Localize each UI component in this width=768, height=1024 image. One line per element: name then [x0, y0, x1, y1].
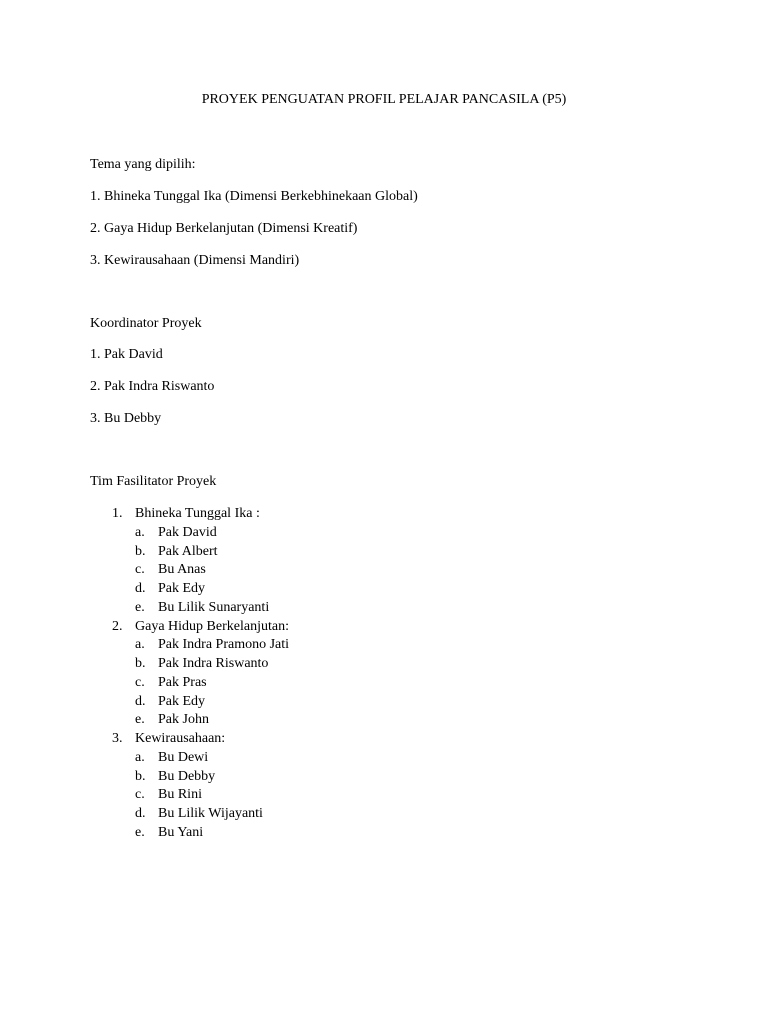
list-letter: d.	[135, 693, 146, 709]
member-name: Bu Lilik Wijayanti	[158, 806, 263, 821]
member-name: Bu Debby	[158, 768, 216, 784]
list-letter: a.	[135, 524, 145, 540]
list-letter: c.	[135, 787, 145, 803]
group-label: Bhineka Tunggal Ika :	[135, 506, 260, 521]
list-number: 2.	[112, 618, 123, 634]
fasilitator-heading: Tim Fasilitator Proyek	[90, 474, 217, 489]
list-item	[112, 786, 712, 805]
list-item	[112, 655, 712, 674]
member-name: Pak David	[158, 524, 217, 540]
document-title: PROYEK PENGUATAN PROFIL PELAJAR PANCASILA (P5)	[201, 92, 567, 107]
member-name: Bu Lilik Sunaryanti	[158, 599, 270, 615]
fasilitator-group	[112, 618, 712, 731]
koordinator-item-1: 1. Pak David	[90, 347, 163, 362]
list-letter: c.	[135, 674, 145, 690]
group-label: Kewirausahaan:	[135, 731, 226, 746]
list-item	[112, 561, 712, 580]
list-item	[112, 599, 712, 618]
fasilitator-group	[112, 730, 712, 843]
list-letter: a.	[135, 637, 145, 653]
list-number: 3.	[112, 731, 123, 746]
koordinator-item-2: 2. Pak Indra Riswanto	[90, 379, 215, 394]
list-item	[112, 543, 712, 562]
list-letter: a.	[135, 749, 145, 765]
group-label: Gaya Hidup Berkelanjutan:	[135, 618, 289, 634]
koordinator-heading: Koordinator Proyek	[90, 316, 202, 331]
list-item	[112, 805, 712, 824]
member-name: Pak Pras	[158, 674, 207, 690]
list-item	[112, 674, 712, 693]
list-letter: b.	[135, 656, 146, 671]
list-item	[112, 524, 712, 543]
fasilitator-group	[112, 505, 712, 618]
tema-item-3: 3. Kewirausahaan (Dimensi Mandiri)	[90, 253, 300, 268]
list-letter: c.	[135, 562, 145, 578]
member-name: Pak Albert	[158, 543, 218, 559]
list-item	[112, 693, 712, 712]
fasilitator-group-heading	[112, 505, 712, 524]
member-name: Bu Yani	[158, 824, 204, 840]
member-name: Pak Edy	[158, 693, 206, 709]
tema-item-1: 1. Bhineka Tunggal Ika (Dimensi Berkebhinekaan Global)	[90, 189, 418, 204]
list-item	[112, 824, 712, 843]
fasilitator-group-heading	[112, 730, 712, 749]
list-item	[112, 768, 712, 787]
member-name: Bu Anas	[158, 562, 206, 578]
member-name: Pak John	[158, 712, 209, 728]
list-letter: e.	[135, 824, 145, 840]
list-letter: e.	[135, 599, 145, 615]
list-letter: b.	[135, 543, 146, 559]
member-name: Pak Indra Riswanto	[158, 656, 269, 671]
koordinator-item-3: 3. Bu Debby	[90, 411, 162, 426]
fasilitator-list	[112, 505, 712, 843]
list-letter: d.	[135, 581, 146, 596]
member-name: Pak Edy	[158, 581, 206, 596]
list-letter: b.	[135, 768, 146, 784]
list-letter: e.	[135, 712, 145, 728]
member-name: Bu Dewi	[158, 749, 209, 765]
tema-heading: Tema yang dipilih:	[90, 157, 196, 172]
member-name: Pak Indra Pramono Jati	[158, 637, 290, 653]
list-item	[112, 749, 712, 768]
list-number: 1.	[112, 506, 123, 521]
fasilitator-group-heading	[112, 618, 712, 637]
member-name: Bu Rini	[158, 787, 202, 803]
tema-item-2: 2. Gaya Hidup Berkelanjutan (Dimensi Kreatif)	[90, 221, 358, 236]
list-item	[112, 636, 712, 655]
list-item	[112, 711, 712, 730]
list-letter: d.	[135, 806, 146, 821]
list-item	[112, 580, 712, 599]
